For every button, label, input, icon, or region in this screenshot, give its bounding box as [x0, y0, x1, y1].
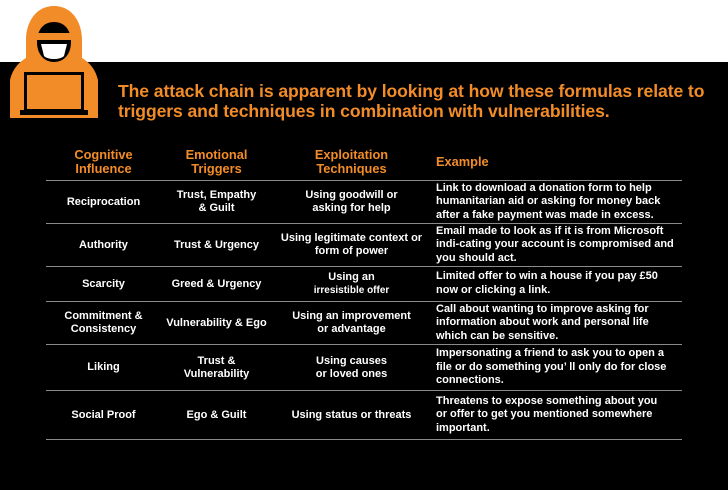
cell-example: Email made to look as if it is from Microsoft indi-cating your account is compromised and you should act.: [431, 224, 682, 267]
header-emotional-triggers: Emotional Triggers: [161, 144, 272, 181]
cell-example: Threatens to expose something about you or offer to get you mentioned somewhere important.: [431, 391, 682, 440]
hooded-hacker-laptop-icon: [4, 0, 104, 118]
cell-influence: Social Proof: [46, 391, 161, 440]
cell-influence: Commitment & Consistency: [46, 302, 161, 345]
cell-influence: Reciprocation: [46, 181, 161, 224]
cell-influence: Authority: [46, 224, 161, 267]
cell-example: Impersonating a friend to ask you to open a file or do something you’ ll only do for close connections.: [431, 345, 682, 391]
table-row: [46, 302, 682, 345]
cell-triggers: Vulnerability & Ego: [161, 302, 272, 345]
header-exploitation-techniques: Exploitation Techniques: [272, 144, 431, 181]
cell-technique: Using an irresistible offer: [272, 267, 431, 302]
attack-chain-table: [46, 144, 682, 440]
table-row: [46, 181, 682, 224]
cell-triggers: Greed & Urgency: [161, 267, 272, 302]
cell-example: Call about wanting to improve asking for information about work and personal life which can be sensitive.: [431, 302, 682, 345]
cell-example: Limited offer to win a house if you pay £50 now or clicking a link.: [431, 267, 682, 302]
cell-technique: Using goodwill or asking for help: [272, 181, 431, 224]
cell-triggers: Ego & Guilt: [161, 391, 272, 440]
headline: The attack chain is apparent by looking at how these formulas relate to triggers and techniques in combination with vulnerabilities.: [118, 81, 705, 121]
table-row: [46, 345, 682, 391]
table-row: [46, 224, 682, 267]
header-example: Example: [431, 144, 682, 181]
cell-technique: Using status or threats: [272, 391, 431, 440]
cell-technique: Using causes or loved ones: [272, 345, 431, 391]
cell-influence: Liking: [46, 345, 161, 391]
cell-triggers: Trust, Empathy & Guilt: [161, 181, 272, 224]
cell-influence: Scarcity: [46, 267, 161, 302]
cell-technique: Using legitimate context or form of power: [272, 224, 431, 267]
table-row: [46, 391, 682, 440]
cell-triggers: Trust & Urgency: [161, 224, 272, 267]
cell-triggers: Trust & Vulnerability: [161, 345, 272, 391]
table-row: [46, 267, 682, 302]
cell-example: Link to download a donation form to help humanitarian aid or asking for money back after a fake payment was made in excess.: [431, 181, 682, 224]
cell-technique: Using an improvement or advantage: [272, 302, 431, 345]
table-header-row: [46, 144, 682, 181]
header-cognitive-influence: Cognitive Influence: [46, 144, 161, 181]
